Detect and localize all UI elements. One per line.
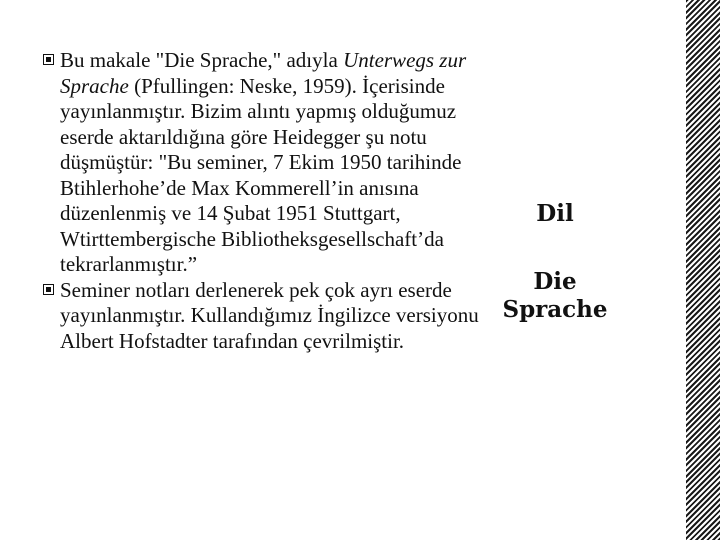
bullet-text	[60, 48, 484, 278]
bullet-item-2	[44, 278, 484, 355]
bullet-text: Seminer notları derlenerek pek çok ayrı eserde yayınlanmıştır. Kullandığımız İngilizce versiyonu Albert Hofstadter tarafından çevrilmiştir.	[60, 277, 479, 353]
decorative-border	[686, 0, 720, 540]
bullet-text-before: Bu makale "Die Sprache," adıyla	[60, 48, 344, 72]
bullet-list	[44, 48, 484, 354]
side-title-line-2: Sprache	[502, 296, 608, 323]
bullet-item-1	[44, 48, 484, 278]
side-title-die-sprache	[500, 268, 610, 324]
side-title-dil: Dil	[536, 200, 574, 227]
square-bullet-icon	[44, 285, 53, 294]
book-title: Unterwegs zur Sprache	[60, 48, 467, 98]
bullet-text-after: (Pfullingen: Neske, 1959). İçerisinde yayınlanmıştır. Bizim alıntı yapmış olduğumuz eserde aktarıldığına göre Heidegger şu notu düşmüştür: "Bu seminer, 7 Ekim 1950 tarihinde Btihlerhohe’de Max Kommerell’in anısına düzenlenmiş ve 14 Şubat 1951 Stuttgart, Wtirttembergische Bibliotheksgesellschaft’da tekrarlanmıştır.”	[60, 73, 462, 276]
square-bullet-icon	[44, 55, 53, 64]
side-title-line-1: Die	[533, 268, 577, 295]
